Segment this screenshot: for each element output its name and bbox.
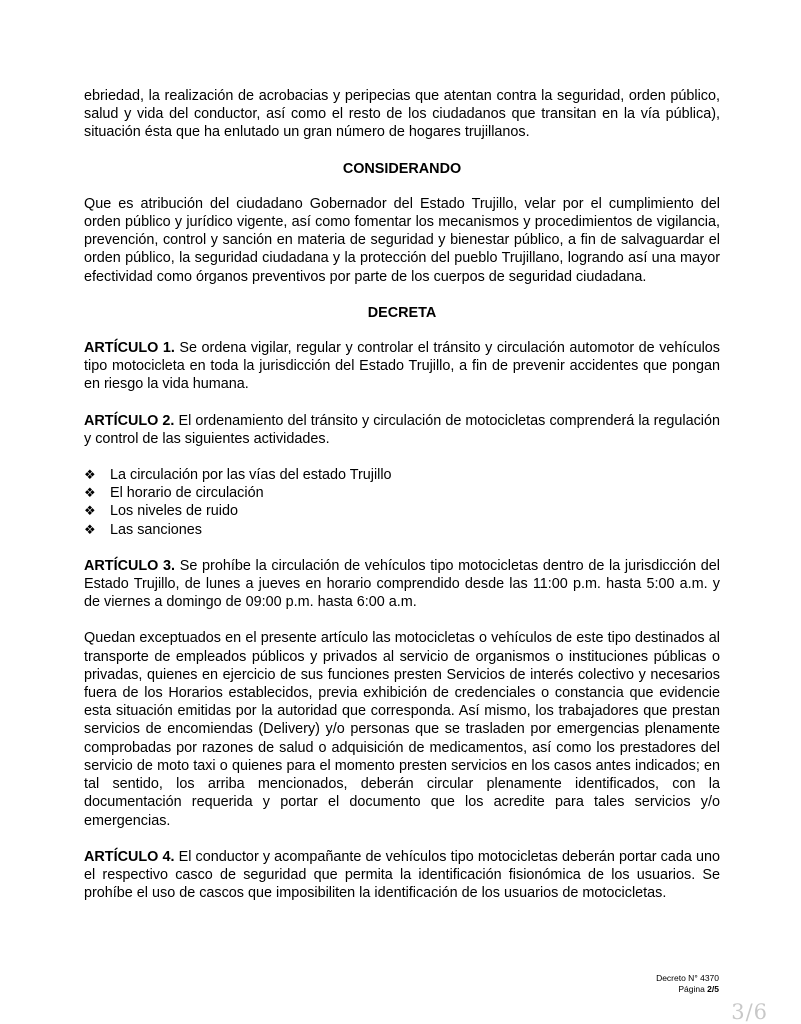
article-3-text: Se prohíbe la circulación de vehículos tipo motocicletas dentro de la jurisdicción del Estado Trujillo, de lunes a jueves en horario comprendido desde las 11:00 p.m. hasta 5:00 a.m. y de viernes a domingo de 09:00 p.m. hasta 6:00 a.m. [84,557,721,611]
document-page [84,87,720,902]
page-number [656,984,719,995]
list-item [84,521,720,539]
list-item [84,502,720,520]
activities-list [84,466,720,539]
list-item [84,484,720,502]
list-item-text: Las sanciones [110,521,203,538]
article-3-label: ARTÍCULO 3. [84,557,176,574]
list-item-text: La circulación por las vías del estado Trujillo [110,467,392,484]
article-1-label: ARTÍCULO 1. [84,340,175,357]
intro-paragraph: ebriedad, la realización de acrobacias y peripecias que atentan contra la seguridad, orden público, salud y vida del conductor, así como el resto de los ciudadanos que transitan en la vía pública), situación ésta que ha enlutado un gran número de hogares trujillanos. [84,88,720,141]
page-footer [656,973,719,994]
article-2-label: ARTÍCULO 2. [84,412,175,429]
decreta-heading: DECRETA [367,304,437,321]
decree-number: Decreto N° 4370 [656,973,719,983]
article-2 [84,412,720,448]
viewer-page-counter: 3/6 [731,1000,768,1024]
page-number-value: 2/5 [707,983,719,994]
article-4 [84,848,720,903]
article-2-text: El ordenamiento del tránsito y circulación de motocicletas comprenderá la regulación y control de las siguientes actividades. [84,412,720,447]
exceptions-paragraph: Quedan exceptuados en el presente artículo las motocicletas o vehículos de este tipo destinados al transporte de empleados públicos y privados al servicio de organismos o instituciones públicas o privadas, quienes en ejercicio de sus funciones presten Servicios de interés colectivo y necesarios fuera de los Horarios establecidos, previa exhibición de credenciales o constancia que evidencie esta situación emitidas por la autoridad que corresponda. Así mismo, los trabajadores que prestan servicios de encomiendas (Delivery) y/o personas que se trasladen por emergencias plenamente comprobadas por razones de salud o adquisición de medicamentos, así como los prestadores del servicio de moto taxi o quienes para el momento presten servicios en los casos antes indicados; en tal sentido, los arriba mencionados, deberán circular plenamente identificados, con la documentación requerida y portar el documento que los acredite para tales servicios y/o emergencias. [84,630,720,829]
article-1 [84,339,720,394]
article-1-text: Se ordena vigilar, regular y controlar el tránsito y circulación automotor de vehículos tipo motocicleta en toda la jurisdicción del Estado Trujillo, a fin de prevenir accidentes que pongan en riesgo la vida humana. [84,340,721,393]
article-4-label: ARTÍCULO 4. [84,848,175,865]
considerando-heading: CONSIDERANDO [342,160,462,177]
article-4-text: El conductor y acompañante de vehículos tipo motocicletas deberán portar cada uno el respectivo casco de seguridad que permita la identificación fisionómica de los usuarios. Se prohíbe el uso de cascos que imposibiliten la identificación de los usuarios de motocicletas. [84,848,721,902]
page-number-label: Página [678,983,708,994]
diamond-bullet-icon: ❖ [84,503,96,519]
list-item-text: Los niveles de ruido [110,503,238,520]
diamond-bullet-icon: ❖ [84,467,96,483]
list-item [84,466,720,484]
diamond-bullet-icon: ❖ [84,485,96,501]
considerando-paragraph: Que es atribución del ciudadano Gobernador del Estado Trujillo, velar por el cumplimiento del orden público y jurídico vigente, así como fomentar los mecanismos y procedimientos de vigilancia, prevención, control y sanción en materia de seguridad y bienestar público, a fin de salvaguardar el orden público, la seguridad ciudadana y la protección del pueblo Trujillano, logrando así una mayor efectividad como órganos preventivos por parte de los cuerpos de seguridad ciudadana. [84,195,720,285]
diamond-bullet-icon: ❖ [84,521,96,537]
list-item-text: El horario de circulación [110,485,264,502]
article-3 [84,557,720,612]
